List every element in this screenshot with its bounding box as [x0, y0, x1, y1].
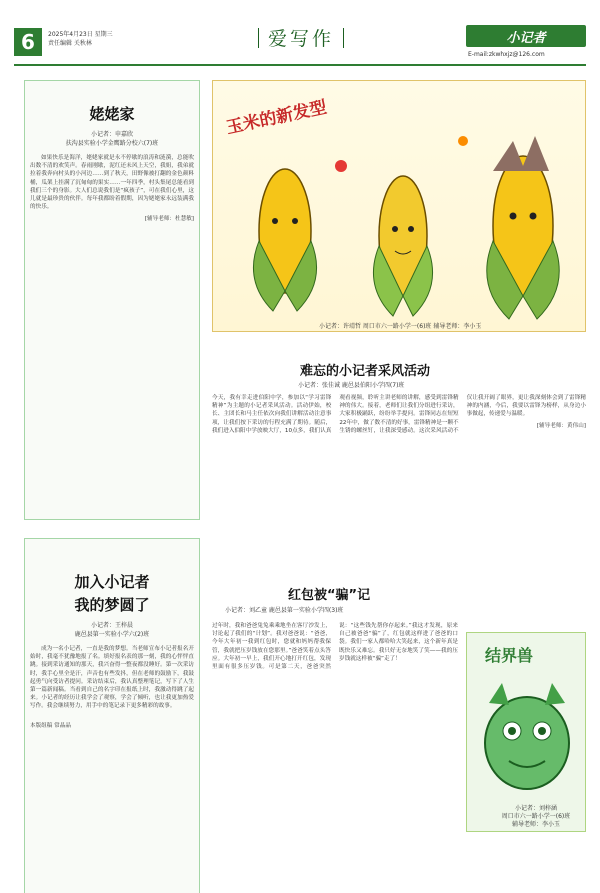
corn-right [487, 136, 559, 319]
decor-dot [335, 160, 347, 172]
email-address: E-mail:zkwhxjz@126.com [468, 51, 545, 58]
caption-school: 周口市六一路小学一(6)班 [501, 813, 571, 820]
painting-caption: 小记者：许靖哲 周口市六一路小学一(6)班 辅导老师：李小玉 [319, 323, 482, 330]
article-byline: 小记者：张佳诚 鹿邑县伯阳小学四(7)班 [298, 382, 405, 389]
corn-left [253, 169, 316, 311]
article-title: 难忘的小记者采风活动 [300, 364, 431, 379]
left-column [24, 80, 200, 880]
caption-teacher: 辅导老师：李小玉 [511, 821, 560, 828]
painting-title: 结界兽 [485, 646, 534, 665]
article-body-text: 今天，我有幸走进伯阳中学，参加以“学习雷锋精神”为主题的小记者采风活动。活动伊始，校长、主团长和马主任依次向我们讲解活动注意事项，让我们按下采访的行程充满了期待。随后，我们进入伯阳中学放映大厅，10点多，我们认真观看视频，聆听主讲老师的讲解，感受到雷锋精神的伟大。接着，老师们让我们分组进行采访，大家积极踊跃，纷纷举手提问。雷锋同志在短短22年中，做了数不清的好事，雷锋精神是一颗不生锈的螺丝钉，让我深受感动。这次采风活动不仅让我开阔了眼界，更让我深刻体会到了雷锋精神的内涵，今后，我要以雷锋为榜样，从身边小事做起，传递爱与温暖。 [212, 395, 586, 434]
article-byline [30, 621, 194, 639]
article-body: 过年时，我和爸爸兔兔乘乘地坐在客厅沙发上，讨论起了我们的“计划”。我对爸爸说：“爸爸，今年大年初一我到红包时，您就和妈妈帮我保管，我就把压岁钱放在您那里。”爸爸笑着点头答应。大年初一早上，我们开心地打开红包，发现里面有很多压岁钱。可是第二天，爸爸突然说：“这些钱先帮你存起来。”我这才发现，原来自己被爸爸“骗”了，红包就这样进了爸爸的口袋。我们一家人都哈哈大笑起来，这个新年真是既快乐又难忘。我只好无奈地笑了笑——我的压岁钱就这样被“骗”走了！ [212, 623, 458, 671]
article-credit: [辅导老师：杜慧敏] [144, 216, 194, 223]
painting-title: 玉米的新发型 [224, 97, 329, 139]
article-body: 如果快乐是海洋，姥姥家就是永不停歇的浪涛和涟漪，总能吹出数不清的欢笑声。春雨刚歇，泥红还未风上天空，我姐，我弟就拉着我奔向村头的小河边……到了秋天，田野像被打翻的金色颜料桶，瓜架上挂满了沉甸甸的果实……一年四季，村头集尾总能看到我们三个的身影。大人们总说我们是“疯孩子”，可在我们心里，这儿就是最珍贵的伙伴。每年我都盼着假期，因为姥姥家永远装满我的快乐。 [30, 155, 194, 211]
byline-school: 鹿邑县第一实验小学六(2)班 [74, 631, 150, 638]
issue-date: 2025年4月23日 星期三 [48, 31, 113, 38]
article-box-join-reporter [24, 538, 200, 893]
beast-illustration [467, 663, 586, 813]
article-box-grandma-home [24, 80, 200, 520]
article-title: 红包被“骗”记 [288, 588, 371, 603]
responsible-editor: 责任编辑 关秋林 [48, 40, 92, 47]
page-credit: 本版组稿 常晶晶 [30, 722, 71, 729]
painting-caption [491, 805, 581, 829]
brand-logo: 小记者 [466, 25, 586, 47]
article-title: 姥姥家 [89, 105, 135, 123]
painting-corn-hairstyle [212, 80, 586, 332]
page-number: 6 [14, 28, 42, 56]
painting-guardian-beast [466, 632, 586, 832]
article-credit: [辅导老师：黄伟山] [536, 422, 586, 429]
article-body [212, 394, 586, 566]
corn-middle [373, 176, 432, 316]
page-header [0, 0, 600, 70]
byline-author: 小记者：王梓晨 [90, 622, 133, 629]
article-title-line1: 加入小记者 [74, 573, 150, 591]
decor-dot [458, 136, 468, 146]
article-byline: 小记者：刘乙童 鹿邑县第一实验小学四(3)班 [225, 607, 344, 614]
section-title: 爱写作 [268, 24, 334, 51]
article-byline [30, 130, 194, 148]
byline-school: 扶沟县实验小学金鹰路分校六(7)班 [65, 140, 159, 147]
article-body: 成为一名小记者，一直是我的梦想。当老师宣布小记者报名开始时，我毫不犹豫地报了名。填好报名表的那一刻，我的心怦怦直跳。接到采访通知的那天，我兴奋得一整夜都没睡好。第一次采访时，我手心里全是汗，声音也有些发抖，但在老师的鼓励下，我鼓起勇气向受访者提问。采访结束后，我认真整理笔记，写下了人生第一篇新闻稿。当看到自己的名字印在报纸上时，我激动得跳了起来。小记者的经历让我学会了观察，学会了倾听，也让我更加热爱写作。我会继续努力，用手中的笔记录下更多精彩的故事。 [30, 646, 194, 710]
article-title-line2: 我的梦圆了 [74, 596, 150, 614]
corn-illustration [213, 81, 586, 332]
byline-author: 小记者：申嘉欣 [90, 131, 133, 138]
header-rule [14, 64, 586, 66]
caption-author: 小记者：刘梓涵 [514, 805, 557, 812]
